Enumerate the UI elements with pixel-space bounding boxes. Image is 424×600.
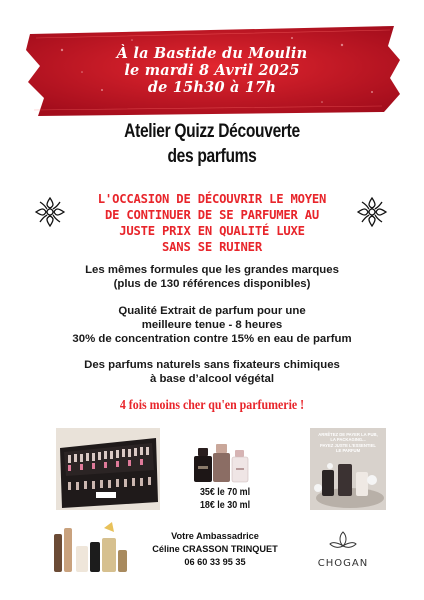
feature-text: à base d’alcool végétal xyxy=(149,373,275,385)
feature-text: (plus de 130 références disponibles) xyxy=(113,278,311,290)
highlight-line: DE CONTINUER DE SE PARFUMER AU xyxy=(104,208,320,222)
ambassador-name: Céline CRASSON TRINQUET xyxy=(152,544,278,554)
photo-caption-line: ARRÊTEZ DE PAYER LA PUB, xyxy=(318,432,378,437)
feature-text: meilleure tenue - 8 heures xyxy=(141,319,283,331)
price-claim: 4 fois moins cher qu'en parfumerie ! xyxy=(119,398,305,413)
photo-caption-line: PAYEZ JUSTE L'ESSENTIEL xyxy=(320,442,376,448)
feature-text: Qualité Extrait de parfum pour une xyxy=(118,305,306,317)
price-70ml: 35€ le 70 ml xyxy=(199,486,251,498)
feature-text: Les mêmes formules que les grandes marques xyxy=(85,264,339,276)
products-photo xyxy=(50,520,130,576)
ambassador-phone: 06 60 33 95 35 xyxy=(184,557,246,567)
page-title: Atelier Quizz Découverte xyxy=(124,121,300,142)
feature-text: 30% de concentration contre 15% en eau de parfum xyxy=(72,333,352,345)
feature-text: Des parfums naturels sans fixateurs chimiques xyxy=(84,359,340,371)
photo-caption-line: LA PACKAGING... xyxy=(330,437,366,443)
chogan-logo xyxy=(316,530,370,574)
perfume-case-photo xyxy=(56,428,160,510)
highlight-line: L'OCCASION DE DÉCOUVRIR LE MOYEN xyxy=(97,192,327,206)
photo-caption-line: LE PARFUM xyxy=(335,448,361,454)
banner-date: le mardi 8 Avril 2025 xyxy=(124,62,300,79)
price-30ml: 18€ le 30 ml xyxy=(199,499,251,511)
packaging-photo xyxy=(310,428,386,510)
highlight-line: JUSTE PRIX EN QUALITÉ LUXE xyxy=(119,224,305,238)
highlight-line: SANS SE RUINER xyxy=(162,240,262,254)
brand-name: CHOGAN xyxy=(317,558,369,569)
perfume-bottles-photo xyxy=(190,440,256,486)
banner-venue: À la Bastide du Moulin xyxy=(116,45,308,62)
page-title-second-line: des parfums xyxy=(167,146,257,167)
banner-time: de 15h30 à 17h xyxy=(147,79,277,96)
ambassador-label: Votre Ambassadrice xyxy=(171,531,259,541)
photo-caption xyxy=(314,432,382,454)
